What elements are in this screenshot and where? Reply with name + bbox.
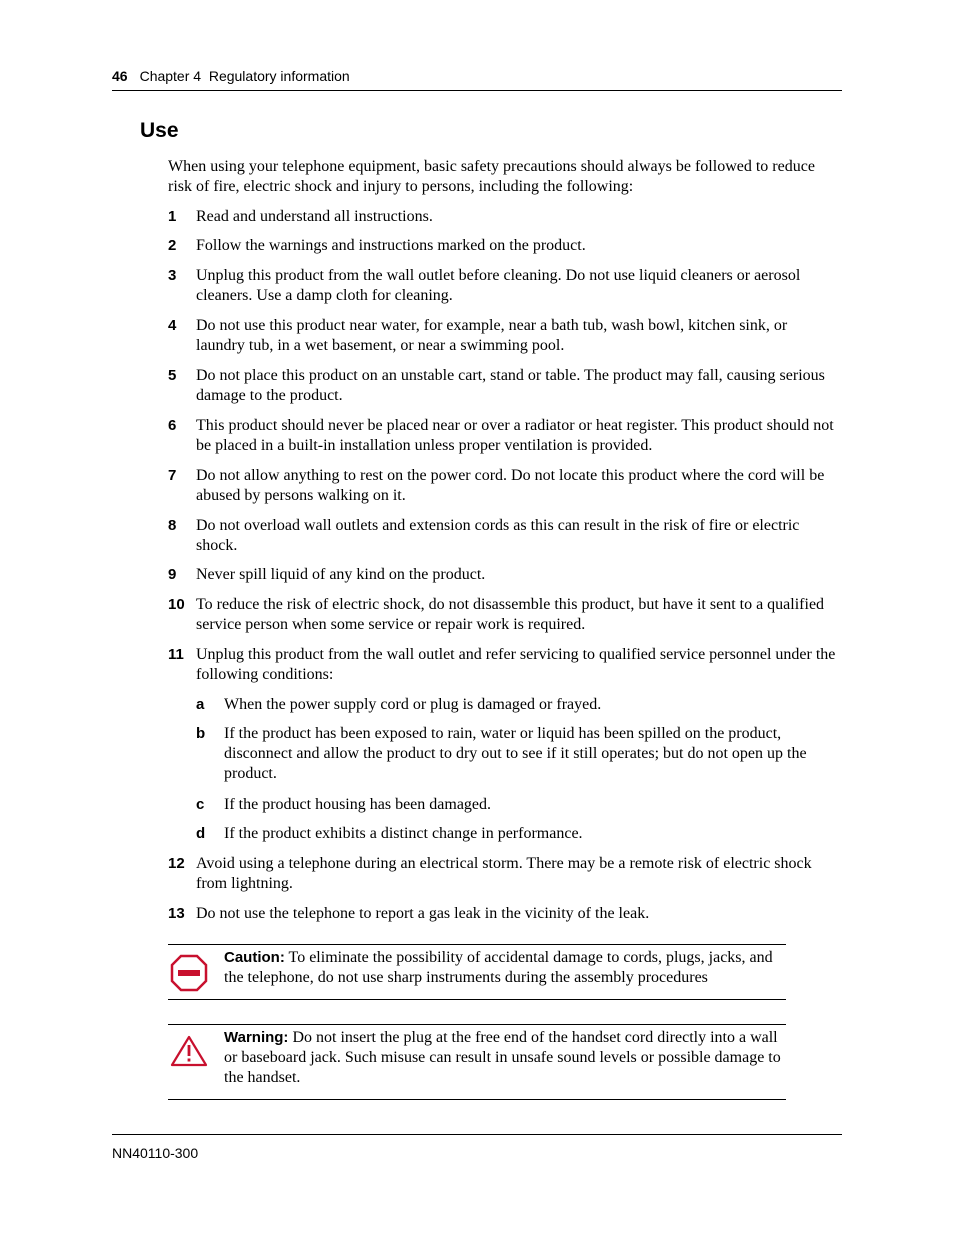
- list-item-text: Unplug this product from the wall outlet and refer servicing to qualified service personnel under the following conditions:: [196, 646, 836, 683]
- sub-list-item-text: If the product housing has been damaged.: [224, 796, 492, 813]
- list-item-text: Do not use this product near water, for example, near a bath tub, wash bowl, kitchen sink, or laundry tub, in a wet basement, or near a swimming pool.: [196, 317, 788, 354]
- list-item-number: 13: [168, 905, 185, 922]
- list-item-number: 4: [168, 317, 177, 334]
- list-item-text: This product should never be placed near or over a radiator or heat register. This product should not be placed in a built-in installation unless proper ventilation is provided.: [196, 417, 834, 454]
- sub-list-item: [196, 795, 840, 815]
- list-item: [168, 565, 840, 585]
- page-number: 46: [112, 68, 128, 84]
- caution-label: Caution:: [224, 949, 285, 966]
- sub-list-item-text: When the power supply cord or plug is damaged or frayed.: [224, 696, 602, 713]
- list-item-text: Do not place this product on an unstable cart, stand or table. The product may fall, causing serious damage to the product.: [196, 367, 825, 404]
- list-item: [168, 416, 840, 456]
- list-item: [168, 316, 840, 356]
- list-item: [168, 207, 840, 227]
- warning-text: Do not insert the plug at the free end of the handset cord directly into a wall or baseboard jack. Such misuse can result in unsafe sound levels or possible damage to the handset.: [224, 1029, 781, 1086]
- sub-list-item-text: If the product has been exposed to rain, water or liquid has been spilled on the product, disconnect and allow the product to dry out to see if it still operates; but do not open up the product.: [224, 725, 807, 782]
- list-item-text: Never spill liquid of any kind on the product.: [196, 566, 486, 583]
- list-item-number: 6: [168, 417, 177, 434]
- list-item-number: 5: [168, 367, 177, 384]
- warning-notice: [168, 1024, 786, 1100]
- list-item-number: 11: [168, 646, 184, 663]
- document-number: NN40110-300: [112, 1145, 199, 1161]
- running-header: [112, 68, 842, 91]
- intro-paragraph: When using your telephone equipment, basic safety precautions should always be followed to reduce risk of fire, electric shock and injury to persons, including the following:: [168, 158, 815, 195]
- list-item-number: 1: [168, 208, 177, 225]
- list-item: [168, 904, 840, 924]
- list-item-number: 2: [168, 237, 177, 254]
- list-item: [168, 266, 840, 306]
- list-item: [168, 236, 840, 256]
- list-item-number: 12: [168, 855, 185, 872]
- warning-triangle-icon: [170, 1035, 208, 1073]
- list-item-text: Do not use the telephone to report a gas leak in the vicinity of the leak.: [196, 905, 650, 922]
- list-item-number: 10: [168, 596, 185, 613]
- sub-list-item-letter: d: [196, 825, 206, 842]
- list-item-text: Read and understand all instructions.: [196, 208, 433, 225]
- list-item-text: Do not allow anything to rest on the power cord. Do not locate this product where the cord will be abused by persons walking on it.: [196, 467, 825, 504]
- list-item: [168, 366, 840, 406]
- list-item-text: Unplug this product from the wall outlet before cleaning. Do not use liquid cleaners or aerosol cleaners. Use a damp cloth for cleaning.: [196, 267, 801, 304]
- section-title: Use: [140, 119, 179, 142]
- list-item: [168, 466, 840, 506]
- list-item-number: 3: [168, 267, 177, 284]
- list-item: [168, 595, 840, 635]
- caution-notice: [168, 944, 786, 1000]
- sub-list-item: [196, 695, 840, 715]
- list-item-text: Follow the warnings and instructions marked on the product.: [196, 237, 586, 254]
- sub-list-item: [196, 824, 840, 844]
- warning-label: Warning:: [224, 1029, 289, 1046]
- list-item: [168, 516, 840, 556]
- sub-list-item: [196, 724, 840, 784]
- sub-list-item-letter: a: [196, 696, 205, 713]
- warning-text-block: [224, 1025, 786, 1088]
- list-item-text: Avoid using a telephone during an electrical storm. There may be a remote risk of electric shock from lightning.: [196, 855, 812, 892]
- list-item-text: To reduce the risk of electric shock, do not disassemble this product, but have it sent to a qualified service person when some service or repair work is required.: [196, 596, 825, 633]
- sub-list-item-letter: c: [196, 796, 205, 813]
- list-item-number: 8: [168, 517, 177, 534]
- list-item: [168, 645, 840, 685]
- stop-sign-icon: [170, 954, 208, 998]
- caution-text-block: [224, 945, 786, 988]
- list-item: [168, 854, 840, 894]
- list-item-number: 9: [168, 566, 177, 583]
- sub-list-item-letter: b: [196, 725, 206, 742]
- list-item-text: Do not overload wall outlets and extension cords as this can result in the risk of fire or electric shock.: [196, 517, 800, 554]
- caution-text: To eliminate the possibility of accidental damage to cords, plugs, jacks, and the telephone, do not use sharp instruments during the assembly procedures: [224, 949, 773, 986]
- list-item-number: 7: [168, 467, 177, 484]
- sub-list-item-text: If the product exhibits a distinct change in performance.: [224, 825, 583, 842]
- chapter-title: Chapter 4 Regulatory information: [139, 68, 350, 84]
- footer-rule: [112, 1134, 842, 1135]
